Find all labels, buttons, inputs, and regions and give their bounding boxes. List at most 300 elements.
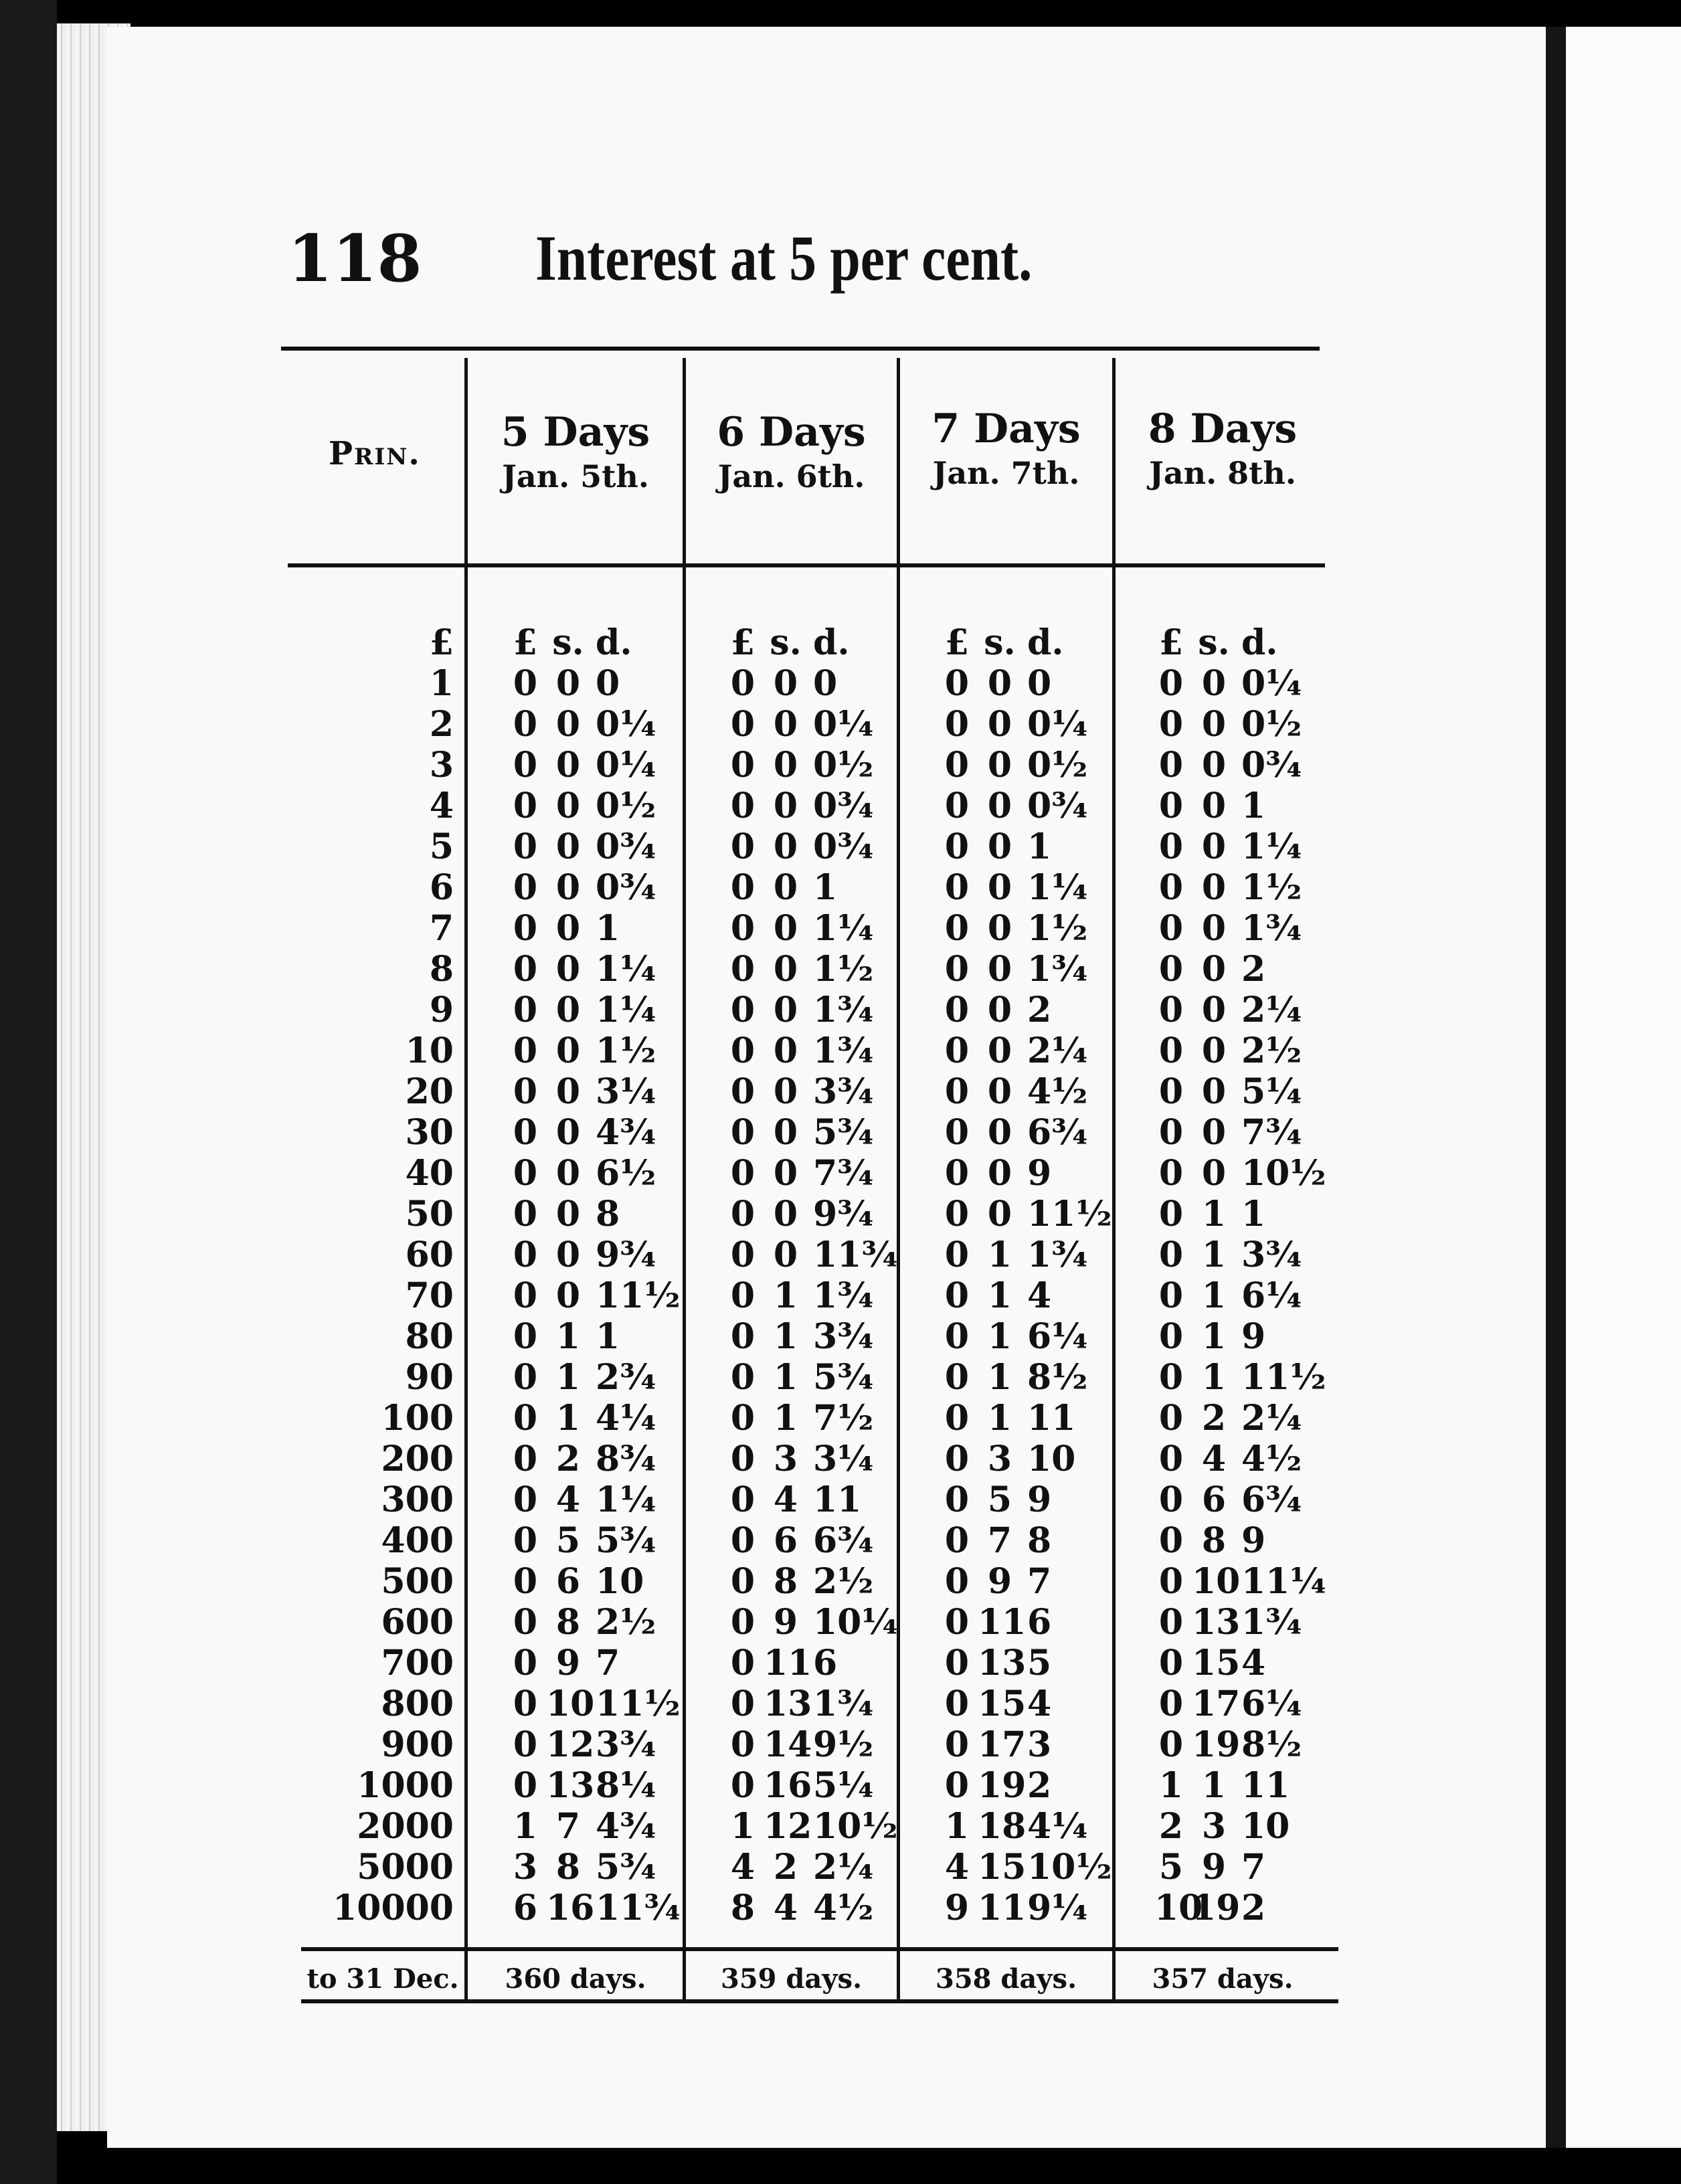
pounds-value: 0: [1158, 1194, 1184, 1235]
pence-value: 1: [596, 908, 620, 949]
shillings-value: 1: [555, 1357, 581, 1398]
pence-value: 4¼: [1027, 1806, 1088, 1847]
shillings-value: 3: [773, 1439, 798, 1479]
pounds-value: 0: [1158, 786, 1184, 826]
pence-value: 2½: [813, 1561, 874, 1602]
pounds-value: 0: [730, 1030, 756, 1071]
pounds-value: 0: [944, 1683, 970, 1724]
pence-value: 9: [1241, 1520, 1266, 1561]
pence-value: 2: [1241, 949, 1266, 990]
pence-value: 11¾: [596, 1888, 681, 1928]
pounds-value: 0: [513, 1765, 538, 1806]
pounds-value: 0: [730, 745, 756, 786]
column-header-8-days: [1116, 405, 1330, 493]
principal-value: 4: [429, 786, 454, 826]
pounds-value: 0: [730, 1683, 756, 1724]
pence-value: 3: [1027, 1724, 1052, 1765]
shillings-value: 1: [1201, 1235, 1227, 1275]
pounds-value: 0: [1158, 1112, 1184, 1153]
pounds-value: 0: [513, 1030, 538, 1071]
pounds-value: 0: [1158, 1398, 1184, 1439]
pounds-value: 0: [944, 786, 970, 826]
pounds-value: 0: [513, 1275, 538, 1316]
shillings-value: 15: [978, 1683, 1027, 1724]
pence-value: 5¾: [813, 1112, 874, 1153]
table-row: [0, 786, 1681, 826]
pounds-value: 0: [1158, 908, 1184, 949]
page-title: Interest at 5 per cent.: [535, 222, 1033, 294]
pounds-unit: £: [730, 622, 756, 663]
pounds-value: 0: [1158, 1357, 1184, 1398]
pence-value: 5¼: [813, 1765, 874, 1806]
shillings-value: 0: [555, 1071, 581, 1112]
pounds-value: 0: [1158, 1561, 1184, 1602]
shillings-unit: s.: [984, 622, 1016, 663]
shillings-value: 0: [555, 745, 581, 786]
pounds-value: 0: [1158, 1235, 1184, 1275]
footer-days: 359 days.: [721, 1963, 862, 1995]
shillings-value: 0: [987, 1071, 1012, 1112]
pounds-value: 8: [730, 1888, 756, 1928]
pounds-value: 0: [513, 1602, 538, 1643]
pence-value: 4½: [1241, 1439, 1302, 1479]
shillings-unit: s.: [770, 622, 802, 663]
pounds-value: 0: [730, 1439, 756, 1479]
shillings-value: 0: [987, 1194, 1012, 1235]
shillings-value: 4: [773, 1479, 798, 1520]
shillings-value: 0: [773, 786, 798, 826]
shillings-value: 0: [1201, 745, 1227, 786]
pence-value: 0¼: [1241, 663, 1302, 704]
principal-value: 1000: [357, 1765, 454, 1806]
pounds-value: 0: [513, 1683, 538, 1724]
shillings-value: 0: [555, 1153, 581, 1194]
footer-bottom-rule: [301, 1999, 1338, 2003]
pence-value: 11½: [596, 1683, 681, 1724]
pounds-value: 0: [513, 1724, 538, 1765]
pounds-value: 0: [944, 1398, 970, 1439]
pounds-value: 0: [944, 908, 970, 949]
pounds-value: 0: [730, 908, 756, 949]
pounds-value: 0: [730, 1153, 756, 1194]
pounds-value: 0: [1158, 663, 1184, 704]
shillings-value: 0: [1201, 1112, 1227, 1153]
principal-value: 40: [405, 1153, 454, 1194]
pence-value: 4½: [813, 1888, 874, 1928]
shillings-value: 5: [987, 1479, 1012, 1520]
pence-value: 11½: [1027, 1194, 1112, 1235]
shillings-value: 1: [773, 1357, 798, 1398]
shillings-value: 19: [1192, 1724, 1241, 1765]
pence-value: 0¼: [813, 704, 874, 745]
pounds-value: 0: [1158, 1275, 1184, 1316]
shillings-value: 1: [987, 1275, 1012, 1316]
shillings-value: 4: [555, 1479, 581, 1520]
pence-value: 0½: [813, 745, 874, 786]
shillings-value: 10: [1192, 1561, 1241, 1602]
principal-value: 30: [405, 1112, 454, 1153]
pounds-value: 0: [513, 908, 538, 949]
pence-value: 1¾: [1027, 1235, 1088, 1275]
pence-value: 7: [1027, 1561, 1052, 1602]
pence-value: 5¾: [813, 1357, 874, 1398]
pence-value: 1: [1241, 1194, 1266, 1235]
shillings-value: 0: [555, 786, 581, 826]
shillings-value: 1: [555, 1316, 581, 1357]
pence-unit: d.: [1241, 622, 1278, 663]
footer-days: 360 days.: [505, 1963, 646, 1995]
pence-value: 1¼: [813, 908, 874, 949]
table-row: [0, 990, 1681, 1030]
shillings-value: 0: [1201, 1030, 1227, 1071]
pence-value: 2¼: [1241, 1398, 1302, 1439]
pounds-value: 0: [513, 1153, 538, 1194]
pounds-value: 0: [730, 867, 756, 908]
pence-value: 4: [1241, 1643, 1266, 1683]
pounds-value: 0: [944, 1357, 970, 1398]
pounds-value: 1: [513, 1806, 538, 1847]
shillings-value: 0: [987, 1112, 1012, 1153]
shillings-value: 0: [555, 949, 581, 990]
pence-value: 4½: [1027, 1071, 1088, 1112]
pounds-value: 1: [1158, 1765, 1184, 1806]
shillings-value: 14: [764, 1724, 812, 1765]
table-top-rule: [281, 347, 1320, 351]
pounds-value: 0: [944, 1112, 970, 1153]
pounds-value: 0: [513, 1643, 538, 1683]
pence-value: 9½: [813, 1724, 874, 1765]
principal-column-header: Prin.: [328, 435, 422, 472]
shillings-value: 0: [773, 1071, 798, 1112]
pounds-value: 0: [1158, 826, 1184, 867]
pounds-value: 0: [944, 663, 970, 704]
shillings-value: 0: [1201, 867, 1227, 908]
principal-value: 50: [405, 1194, 454, 1235]
pounds-value: 0: [944, 1479, 970, 1520]
pounds-value: 0: [1158, 1316, 1184, 1357]
shillings-value: 1: [1201, 1357, 1227, 1398]
pounds-value: 0: [1158, 1439, 1184, 1479]
pence-value: 11½: [1241, 1357, 1326, 1398]
shillings-value: 0: [1201, 786, 1227, 826]
shillings-value: 0: [987, 1030, 1012, 1071]
column-date-label: Jan. 6th.: [717, 458, 865, 494]
pounds-value: 0: [513, 1112, 538, 1153]
shillings-value: 0: [1201, 704, 1227, 745]
shillings-value: 0: [1201, 826, 1227, 867]
table-row: [0, 1602, 1681, 1643]
shillings-value: 8: [555, 1602, 581, 1643]
shillings-value: 0: [987, 663, 1012, 704]
shillings-value: 0: [987, 908, 1012, 949]
shillings-value: 0: [773, 1194, 798, 1235]
shillings-value: 6: [1201, 1479, 1227, 1520]
table-row: [0, 1235, 1681, 1275]
pounds-value: 0: [730, 1724, 756, 1765]
column-date-label: Jan. 8th.: [1149, 455, 1296, 491]
shillings-value: 1: [1201, 1275, 1227, 1316]
pence-value: 10: [1027, 1439, 1076, 1479]
shillings-value: 0: [773, 1235, 798, 1275]
principal-value: 5000: [357, 1847, 454, 1888]
pence-value: 5¾: [596, 1520, 656, 1561]
pence-value: 8: [1027, 1520, 1052, 1561]
shillings-value: 0: [773, 1030, 798, 1071]
pounds-value: 0: [944, 1316, 970, 1357]
pence-value: 3¾: [813, 1316, 874, 1357]
pounds-value: 0: [730, 990, 756, 1030]
table-row: [0, 1357, 1681, 1398]
shillings-value: 11: [978, 1602, 1027, 1643]
pence-value: 0½: [1027, 745, 1088, 786]
shillings-value: 2: [555, 1439, 581, 1479]
pence-value: 2½: [596, 1602, 656, 1643]
shillings-value: 0: [987, 949, 1012, 990]
shillings-value: 16: [546, 1888, 595, 1928]
pounds-value: 0: [944, 1235, 970, 1275]
pence-value: 1: [813, 867, 838, 908]
shillings-value: 0: [1201, 1071, 1227, 1112]
pounds-value: 0: [730, 786, 756, 826]
pounds-value: 0: [1158, 704, 1184, 745]
header-bottom-rule: [288, 563, 1325, 567]
pence-value: 3¾: [813, 1071, 874, 1112]
table-row: [0, 826, 1681, 867]
shillings-value: 5: [555, 1520, 581, 1561]
shillings-value: 12: [546, 1724, 595, 1765]
column-days-label: 6 Days: [717, 409, 866, 456]
principal-value: 1: [429, 663, 454, 704]
pounds-value: 0: [1158, 1479, 1184, 1520]
principal-value: 100: [381, 1398, 454, 1439]
pence-value: 11: [1241, 1765, 1290, 1806]
pence-value: 10¼: [813, 1602, 898, 1643]
pence-value: 11¼: [1241, 1561, 1326, 1602]
principal-value: 300: [381, 1479, 454, 1520]
shillings-value: 0: [773, 663, 798, 704]
pounds-value: 0: [1158, 1683, 1184, 1724]
column-days-label: 8 Days: [1148, 405, 1298, 452]
footer-days: 357 days.: [1152, 1963, 1294, 1995]
pence-value: 6¾: [813, 1520, 874, 1561]
table-row: [0, 663, 1681, 704]
shillings-value: 0: [555, 1235, 581, 1275]
pence-value: 1¾: [813, 1683, 874, 1724]
pounds-value: 0: [730, 1602, 756, 1643]
table-row: [0, 1153, 1681, 1194]
principal-value: 70: [405, 1275, 454, 1316]
pence-value: 9: [1027, 1479, 1052, 1520]
pence-value: 0: [1027, 663, 1052, 704]
pence-value: 1½: [813, 949, 874, 990]
pounds-value: 0: [1158, 1030, 1184, 1071]
shillings-value: 6: [555, 1561, 581, 1602]
shillings-value: 12: [764, 1806, 812, 1847]
pence-value: 1¾: [813, 1275, 874, 1316]
pence-value: 6: [1027, 1602, 1052, 1643]
pounds-value: 0: [944, 1071, 970, 1112]
pence-value: 8¾: [596, 1439, 656, 1479]
pence-value: 3¾: [596, 1724, 656, 1765]
pence-value: 10: [1241, 1806, 1290, 1847]
shillings-value: 0: [555, 1275, 581, 1316]
pence-value: 1¼: [596, 1479, 656, 1520]
pounds-value: 0: [944, 704, 970, 745]
pounds-unit: £: [513, 622, 538, 663]
shillings-value: 1: [987, 1235, 1012, 1275]
pounds-value: 0: [944, 1030, 970, 1071]
shillings-value: 0: [987, 745, 1012, 786]
table-row: [0, 1724, 1681, 1765]
pence-value: 8¼: [596, 1765, 656, 1806]
page-number: 118: [288, 221, 422, 296]
shillings-value: 0: [1201, 663, 1227, 704]
shillings-value: 9: [555, 1643, 581, 1683]
pounds-value: 0: [944, 1194, 970, 1235]
shillings-value: 0: [987, 786, 1012, 826]
pounds-value: 0: [944, 1439, 970, 1479]
pence-value: 7: [596, 1643, 620, 1683]
shillings-value: 7: [987, 1520, 1012, 1561]
pounds-value: 0: [944, 1275, 970, 1316]
pence-value: 0¾: [813, 786, 874, 826]
pence-value: 0¼: [596, 745, 656, 786]
pence-value: 10: [596, 1561, 644, 1602]
pounds-value: 0: [730, 1520, 756, 1561]
footer-days: 358 days.: [936, 1963, 1077, 1995]
shillings-value: 0: [773, 826, 798, 867]
table-row: [0, 1561, 1681, 1602]
pounds-value: 0: [513, 1561, 538, 1602]
table-row: [0, 1398, 1681, 1439]
pence-value: 2: [1027, 1765, 1052, 1806]
pounds-value: 0: [944, 990, 970, 1030]
pounds-value: 0: [513, 1235, 538, 1275]
shillings-value: 0: [773, 1153, 798, 1194]
principal-unit: £: [429, 622, 454, 663]
shillings-value: 0: [773, 745, 798, 786]
pounds-value: 0: [1158, 990, 1184, 1030]
principal-value: 60: [405, 1235, 454, 1275]
shillings-value: 0: [773, 908, 798, 949]
shillings-value: 0: [555, 826, 581, 867]
shillings-value: 0: [555, 990, 581, 1030]
shillings-value: 0: [773, 990, 798, 1030]
pence-value: 9¼: [1027, 1888, 1088, 1928]
principal-value: 200: [381, 1439, 454, 1479]
shillings-value: 13: [546, 1765, 595, 1806]
pounds-value: 0: [730, 1112, 756, 1153]
pence-value: 4¾: [596, 1806, 656, 1847]
pounds-value: 0: [730, 1194, 756, 1235]
pounds-value: 0: [730, 1561, 756, 1602]
pence-value: 0¾: [596, 867, 656, 908]
pence-value: 2¾: [596, 1357, 656, 1398]
principal-value: 600: [381, 1602, 454, 1643]
pounds-value: 0: [730, 1275, 756, 1316]
table-row: [0, 1643, 1681, 1683]
pence-value: 4: [1027, 1275, 1052, 1316]
pence-value: 6¼: [1241, 1275, 1302, 1316]
principal-value: 2000: [357, 1806, 454, 1847]
table-row: [0, 704, 1681, 745]
shillings-value: 0: [987, 867, 1012, 908]
principal-value: 8: [429, 949, 454, 990]
pounds-value: 6: [513, 1888, 538, 1928]
pence-value: 1¾: [1027, 949, 1088, 990]
pounds-value: 0: [1158, 1602, 1184, 1643]
pounds-value: 1: [944, 1806, 970, 1847]
shillings-value: 0: [555, 1112, 581, 1153]
pence-value: 2¼: [813, 1847, 874, 1888]
shillings-value: 19: [978, 1765, 1027, 1806]
pounds-value: 0: [513, 1520, 538, 1561]
pence-value: 11½: [596, 1275, 681, 1316]
principal-value: 500: [381, 1561, 454, 1602]
pounds-value: 0: [1158, 1724, 1184, 1765]
shillings-value: 0: [987, 1153, 1012, 1194]
pence-value: 2¼: [1027, 1030, 1088, 1071]
table-row: [0, 1030, 1681, 1071]
shillings-value: 8: [1201, 1520, 1227, 1561]
pence-value: 6¼: [1027, 1316, 1088, 1357]
table-row: [0, 1316, 1681, 1357]
pounds-value: 0: [730, 1357, 756, 1398]
pence-value: 6¼: [1241, 1683, 1302, 1724]
principal-value: 700: [381, 1643, 454, 1683]
table-row: [0, 1888, 1681, 1928]
pounds-value: 0: [1158, 949, 1184, 990]
pounds-value: 0: [513, 1357, 538, 1398]
pence-value: 11: [1027, 1398, 1076, 1439]
table-row: [0, 867, 1681, 908]
pence-value: 9: [1027, 1153, 1052, 1194]
table-row: [0, 1275, 1681, 1316]
shillings-value: 6: [773, 1520, 798, 1561]
pounds-value: 0: [944, 1520, 970, 1561]
pounds-value: 0: [730, 1235, 756, 1275]
pence-value: 4¾: [596, 1112, 656, 1153]
shillings-value: 0: [773, 867, 798, 908]
pence-value: 3¾: [1241, 1235, 1302, 1275]
shillings-value: 10: [546, 1683, 595, 1724]
table-row: [0, 745, 1681, 786]
pounds-value: 0: [1158, 1520, 1184, 1561]
pounds-value: 0: [730, 1398, 756, 1439]
shillings-value: 0: [555, 867, 581, 908]
shillings-value: 0: [555, 908, 581, 949]
shillings-value: 11: [764, 1643, 812, 1683]
shillings-value: 15: [1192, 1643, 1241, 1683]
pence-value: 6: [813, 1643, 838, 1683]
pence-value: 8½: [1027, 1357, 1088, 1398]
pence-value: 7¾: [1241, 1112, 1302, 1153]
pounds-value: 0: [944, 949, 970, 990]
shillings-value: 0: [773, 704, 798, 745]
column-header-6-days: [686, 408, 897, 496]
pounds-value: 0: [513, 786, 538, 826]
shillings-value: 9: [1201, 1847, 1227, 1888]
pounds-value: 0: [730, 704, 756, 745]
pence-value: 5: [1027, 1643, 1052, 1683]
table-row: [0, 1071, 1681, 1112]
pounds-value: 0: [513, 867, 538, 908]
shillings-value: 1: [555, 1398, 581, 1439]
pounds-value: 0: [730, 1765, 756, 1806]
pence-value: 4¼: [596, 1398, 656, 1439]
principal-value: 20: [405, 1071, 454, 1112]
pence-value: 11: [813, 1479, 862, 1520]
